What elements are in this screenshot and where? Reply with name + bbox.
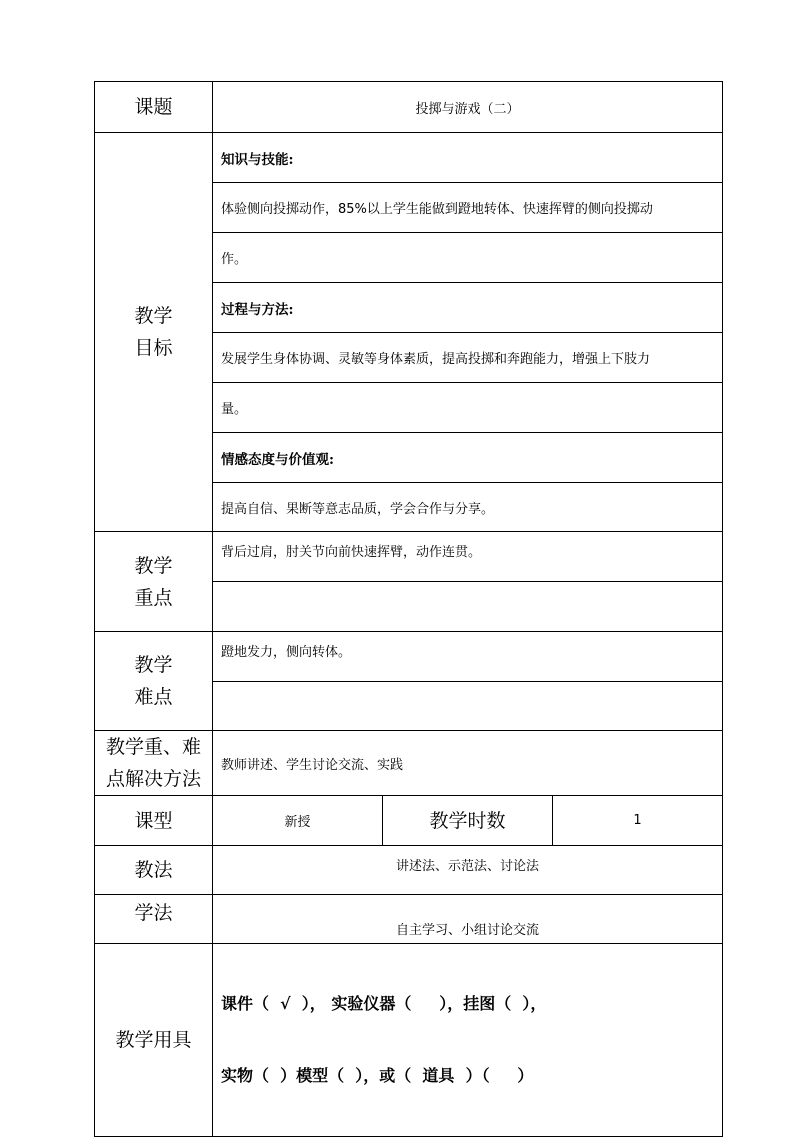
tools-value xyxy=(213,944,723,1137)
difficulties-row xyxy=(95,632,723,682)
learning-method-row xyxy=(95,895,723,944)
teaching-hours-value: 1 xyxy=(553,796,723,846)
tools-line2: 实物（ ）模型（ ），或（ 道具 ）（ ） xyxy=(221,1066,534,1085)
topic-row xyxy=(95,82,723,133)
knowledge-heading: 知识与技能: xyxy=(213,133,723,183)
learning-method-label: 学法 xyxy=(95,895,213,944)
solutions-label-line1: 教学重、难 xyxy=(105,736,201,758)
tools-row xyxy=(95,944,723,1137)
tools-line1: 课件（ √ ）， 实验仪器（ ），挂图（ ）， xyxy=(221,994,547,1013)
teaching-method-value: 讲述法、示范法、讨论法 xyxy=(213,846,723,895)
solutions-value: 教师讲述、学生讨论交流、实践 xyxy=(213,731,723,796)
emotion-line1: 提高自信、果断等意志品质，学会合作与分享。 xyxy=(213,483,723,532)
key-points-row xyxy=(95,532,723,582)
lesson-type-label: 课型 xyxy=(95,796,213,846)
lesson-plan-table xyxy=(94,81,723,1137)
lesson-type-value: 新授 xyxy=(213,796,383,846)
process-heading: 过程与方法: xyxy=(213,283,723,333)
difficulties-label-line2: 难点 xyxy=(134,686,173,708)
solutions-label xyxy=(95,731,213,796)
key-points-label-line1: 教学 xyxy=(134,554,173,577)
key-points-value: 背后过肩，肘关节向前快速挥臂，动作连贯。 xyxy=(213,532,723,582)
teaching-hours-label: 教学时数 xyxy=(383,796,553,846)
knowledge-line2: 作。 xyxy=(213,233,723,283)
goals-label xyxy=(95,133,213,532)
topic-label: 课题 xyxy=(95,82,213,133)
tools-label: 教学用具 xyxy=(95,944,213,1137)
lesson-type-row xyxy=(95,796,723,846)
process-line1: 发展学生身体协调、灵敏等身体素质，提高投掷和奔跑能力，增强上下肢力 xyxy=(213,333,723,383)
teaching-method-row xyxy=(95,846,723,895)
knowledge-line1: 体验侧向投掷动作，85%以上学生能做到蹬地转体、快速挥臂的侧向投掷动 xyxy=(213,183,723,233)
process-line2: 量。 xyxy=(213,383,723,433)
solutions-row xyxy=(95,731,723,796)
goals-label-line2: 目标 xyxy=(134,337,173,359)
key-points-blank xyxy=(213,582,723,632)
difficulties-label xyxy=(95,632,213,731)
difficulties-label-line1: 教学 xyxy=(134,654,173,676)
difficulties-value: 蹬地发力，侧向转体。 xyxy=(213,632,723,682)
teaching-method-label: 教法 xyxy=(95,846,213,895)
difficulties-blank xyxy=(213,682,723,731)
emotion-heading: 情感态度与价值观: xyxy=(213,433,723,483)
topic-value: 投掷与游戏（二） xyxy=(213,82,723,133)
key-points-label-line2: 重点 xyxy=(134,586,173,609)
learning-method-value: 自主学习、小组讨论交流 xyxy=(213,895,723,944)
goals-row xyxy=(95,133,723,183)
key-points-label xyxy=(95,532,213,632)
goals-label-line1: 教学 xyxy=(134,305,173,327)
solutions-label-line2: 点解决方法 xyxy=(105,768,201,790)
